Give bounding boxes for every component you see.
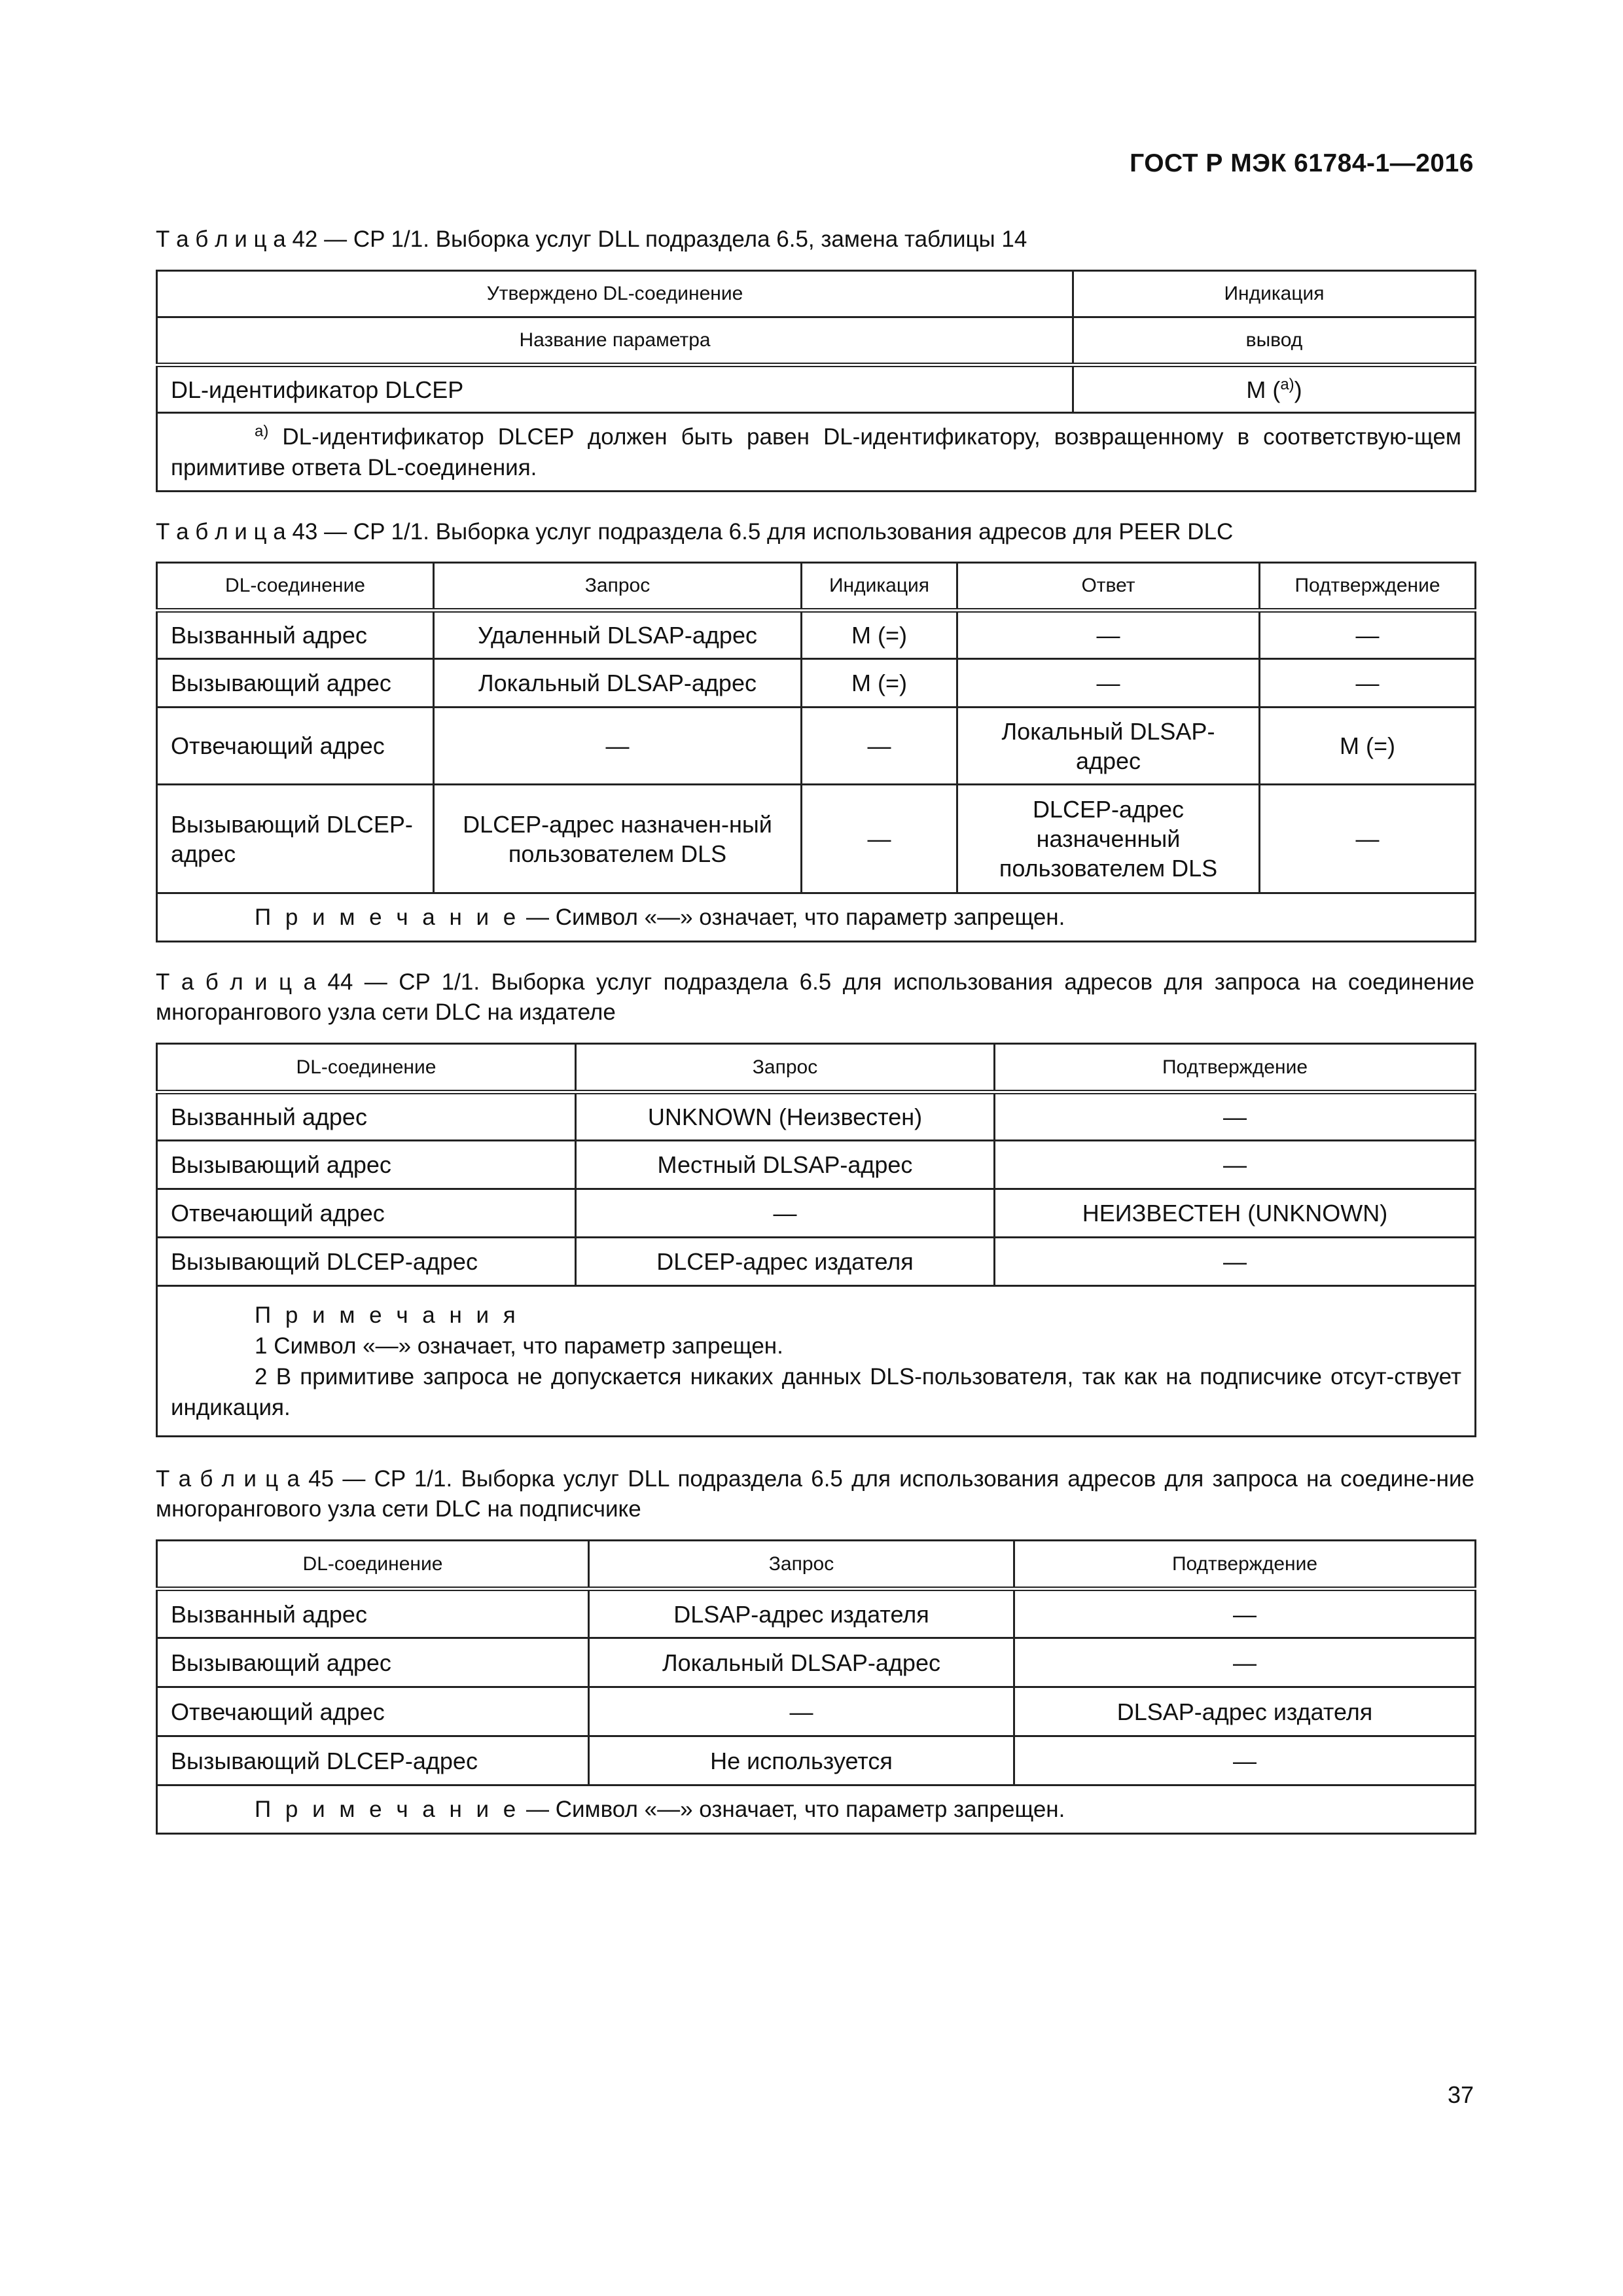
footnote-marker: a)	[255, 422, 269, 440]
table-cell: DLCEP-адрес назначен-ный пользователем DLS	[434, 785, 802, 893]
table42-caption	[156, 224, 1474, 255]
table-cell: M (=)	[802, 659, 957, 708]
value-pre: M (	[1246, 376, 1281, 403]
table43-caption-prefix: Т а б л и ц а	[156, 519, 286, 545]
footnote-text: DL-идентификатор DLCEP должен быть равен DL-идентификатору, возвращенному в соответствую-щем примитиве ответа DL-соединения.	[171, 423, 1461, 480]
table-cell: —	[434, 708, 802, 785]
note-label: П р и м е ч а н и е	[255, 905, 520, 930]
notes-title: П р и м е ч а н и я	[255, 1302, 520, 1328]
table43-caption	[156, 517, 1474, 547]
table-cell: Отвечающий адрес	[157, 1189, 576, 1238]
table-cell: —	[1260, 659, 1476, 708]
table42-caption-prefix: Т а б л и ц а	[156, 226, 286, 252]
table-cell: —	[1260, 611, 1476, 659]
table44-notes	[157, 1286, 1476, 1437]
table-cell: —	[1014, 1736, 1476, 1785]
table-cell: Локальный DLSAP-адрес	[957, 708, 1260, 785]
table-cell: DLCEP-адрес издателя	[576, 1238, 995, 1286]
table42-caption-text: 42 — CP 1/1. Выборка услуг DLL подраздела 6.5, замена таблицы 14	[285, 226, 1027, 252]
table42-row	[157, 365, 1476, 413]
table44-row	[157, 1092, 1476, 1141]
table-cell: —	[589, 1687, 1014, 1736]
table-cell: Отвечающий адрес	[157, 708, 434, 785]
table43-header-cell: Индикация	[802, 563, 957, 611]
table-cell: Вызывающий адрес	[157, 1141, 576, 1189]
table43-note-row	[157, 893, 1476, 942]
table42-header-cell: Утверждено DL-соединение	[157, 271, 1073, 317]
page-number: 37	[1447, 2081, 1474, 2108]
table44-row	[157, 1238, 1476, 1286]
table44-row	[157, 1189, 1476, 1238]
table-cell: Локальный DLSAP-адрес	[434, 659, 802, 708]
table-cell: Вызывающий адрес	[157, 659, 434, 708]
table45-caption-text: 45 — CP 1/1. Выборка услуг DLL подраздела 6.5 для использования адресов для запроса на соедине-ние многорангового узла сети DLC на подписчике	[156, 1466, 1474, 1522]
table-cell: Вызывающий адрес	[157, 1638, 589, 1687]
table42-param-cell: DL-идентификатор DLCEP	[157, 365, 1073, 413]
note-text: — Символ «—» означает, что параметр запрещен.	[520, 1797, 1065, 1822]
table44-header-cell: DL-соединение	[157, 1044, 576, 1092]
table44-caption-prefix: Т а б л и ц а	[156, 969, 316, 995]
table44-notes-row	[157, 1286, 1476, 1437]
table43-row	[157, 611, 1476, 659]
table44	[156, 1043, 1476, 1437]
table45-caption-prefix: Т а б л и ц а	[156, 1466, 300, 1492]
table-cell: Вызывающий DLCEP-адрес	[157, 1736, 589, 1785]
table43-note	[157, 893, 1476, 942]
table-cell: —	[802, 785, 957, 893]
table45-row	[157, 1687, 1476, 1736]
table-cell: Местный DLSAP-адрес	[576, 1141, 995, 1189]
table-cell: —	[1260, 785, 1476, 893]
note-1: 1 Символ «—» означает, что параметр запрещен.	[255, 1333, 783, 1359]
table43-header-cell: Запрос	[434, 563, 802, 611]
table44-header-row	[157, 1044, 1476, 1092]
table44-header-cell: Запрос	[576, 1044, 995, 1092]
table45-caption	[156, 1464, 1474, 1524]
table42-header-row1	[157, 271, 1476, 317]
table45-note-row	[157, 1785, 1476, 1834]
table-cell: —	[1014, 1589, 1476, 1638]
table-cell: —	[957, 611, 1260, 659]
table45-row	[157, 1736, 1476, 1785]
table42-value-cell	[1073, 365, 1476, 413]
table-cell: Вызванный адрес	[157, 1092, 576, 1141]
table43-header-cell: Ответ	[957, 563, 1260, 611]
note-label: П р и м е ч а н и е	[255, 1797, 520, 1822]
table43-row	[157, 659, 1476, 708]
table42-footnote	[157, 413, 1476, 492]
table44-caption	[156, 967, 1474, 1028]
table43	[156, 562, 1476, 942]
table45-header-cell: Подтверждение	[1014, 1541, 1476, 1589]
footnote-ref: a)	[1280, 375, 1294, 393]
table45-header-row	[157, 1541, 1476, 1589]
note-text: — Символ «—» означает, что параметр запрещен.	[520, 905, 1065, 930]
table42-footnote-row	[157, 413, 1476, 492]
standard-designation: ГОСТ Р МЭК 61784-1—2016	[1130, 149, 1474, 177]
table-cell: Удаленный DLSAP-адрес	[434, 611, 802, 659]
table-cell: НЕИЗВЕСТЕН (UNKNOWN)	[995, 1189, 1476, 1238]
table-cell: Вызывающий DLCEP-адрес	[157, 1238, 576, 1286]
table-cell: —	[995, 1092, 1476, 1141]
table-cell: Отвечающий адрес	[157, 1687, 589, 1736]
table-cell: —	[802, 708, 957, 785]
table-cell: M (=)	[802, 611, 957, 659]
table-cell: UNKNOWN (Неизвестен)	[576, 1092, 995, 1141]
table-cell: —	[957, 659, 1260, 708]
table43-row	[157, 708, 1476, 785]
table-cell: —	[1014, 1638, 1476, 1687]
table42-header-cell: Индикация	[1073, 271, 1476, 317]
table45	[156, 1539, 1476, 1835]
table45-row	[157, 1638, 1476, 1687]
table42	[156, 270, 1476, 492]
table-cell: DLCEP-адрес назначенный пользователем DLS	[957, 785, 1260, 893]
table43-header-row	[157, 563, 1476, 611]
table43-header-cell: Подтверждение	[1260, 563, 1476, 611]
table44-row	[157, 1141, 1476, 1189]
value-post: )	[1294, 376, 1302, 403]
table42-header-cell: вывод	[1073, 317, 1476, 365]
table-cell: M (=)	[1260, 708, 1476, 785]
table45-header-cell: DL-соединение	[157, 1541, 589, 1589]
table-cell: —	[995, 1238, 1476, 1286]
table45-row	[157, 1589, 1476, 1638]
table43-row	[157, 785, 1476, 893]
table-cell: Вызывающий DLCEP-адрес	[157, 785, 434, 893]
table43-header-cell: DL-соединение	[157, 563, 434, 611]
table-cell: —	[995, 1141, 1476, 1189]
table-cell: —	[576, 1189, 995, 1238]
table45-note	[157, 1785, 1476, 1834]
table43-caption-text: 43 — CP 1/1. Выборка услуг подраздела 6.5 для использования адресов для PEER DLC	[285, 519, 1234, 545]
table42-header-cell: Название параметра	[157, 317, 1073, 365]
table45-header-cell: Запрос	[589, 1541, 1014, 1589]
table-cell: Не используется	[589, 1736, 1014, 1785]
table-cell: DLSAP-адрес издателя	[589, 1589, 1014, 1638]
table44-header-cell: Подтверждение	[995, 1044, 1476, 1092]
note-2: 2 В примитиве запроса не допускается никаких данных DLS-пользователя, так как на подписчике отсут-ствует индикация.	[171, 1363, 1461, 1420]
table-cell: Локальный DLSAP-адрес	[589, 1638, 1014, 1687]
table-cell: Вызванный адрес	[157, 1589, 589, 1638]
table42-header-row2	[157, 317, 1476, 365]
table44-caption-text: 44 — CP 1/1. Выборка услуг подраздела 6.5 для использования адресов для запроса на соединение многорангового узла сети DLC на издателе	[156, 969, 1474, 1025]
table-cell: DLSAP-адрес издателя	[1014, 1687, 1476, 1736]
table-cell: Вызванный адрес	[157, 611, 434, 659]
